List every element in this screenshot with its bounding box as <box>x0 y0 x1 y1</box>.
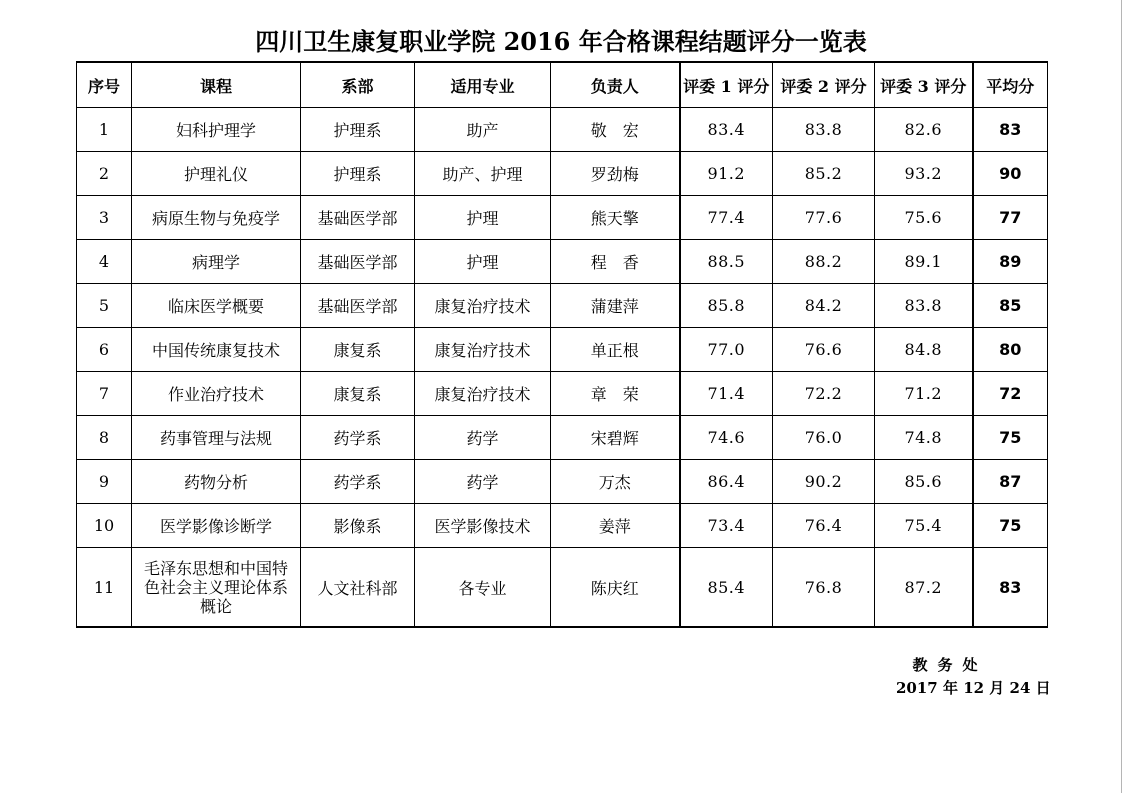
cell-j1: 91.2 <box>680 152 773 196</box>
cell-no: 7 <box>77 372 132 416</box>
cell-major: 护理 <box>415 240 551 284</box>
cell-j2: 76.0 <box>773 416 875 460</box>
cell-major: 康复治疗技术 <box>415 328 551 372</box>
cell-no: 9 <box>77 460 132 504</box>
cell-j3: 75.6 <box>875 196 973 240</box>
cell-j2: 76.4 <box>773 504 875 548</box>
cell-j1: 74.6 <box>680 416 773 460</box>
cell-j1: 77.0 <box>680 328 773 372</box>
cell-avg: 77 <box>973 196 1048 240</box>
cell-j1: 85.4 <box>680 548 773 628</box>
cell-dept: 基础医学部 <box>301 284 415 328</box>
cell-avg: 83 <box>973 548 1048 628</box>
cell-j3: 85.6 <box>875 460 973 504</box>
cell-dept: 影像系 <box>301 504 415 548</box>
cell-j3: 75.4 <box>875 504 973 548</box>
cell-j3: 93.2 <box>875 152 973 196</box>
cell-avg: 75 <box>973 504 1048 548</box>
table-row <box>77 108 1048 152</box>
header-cell: 平均分 <box>973 62 1048 108</box>
cell-owner: 蒲建萍 <box>551 284 680 328</box>
table-header-row <box>77 62 1048 108</box>
cell-avg: 80 <box>973 328 1048 372</box>
cell-dept: 基础医学部 <box>301 240 415 284</box>
cell-major: 药学 <box>415 416 551 460</box>
cell-course: 病理学 <box>132 240 301 284</box>
cell-avg: 90 <box>973 152 1048 196</box>
table-row <box>77 152 1048 196</box>
cell-j1: 85.8 <box>680 284 773 328</box>
table-row <box>77 196 1048 240</box>
header-cell: 评委 3 评分 <box>875 62 973 108</box>
table-row <box>77 548 1048 628</box>
cell-j3: 71.2 <box>875 372 973 416</box>
cell-course: 临床医学概要 <box>132 284 301 328</box>
cell-owner: 程 香 <box>551 240 680 284</box>
header-cell: 负责人 <box>551 62 680 108</box>
cell-owner: 宋碧辉 <box>551 416 680 460</box>
cell-course: 护理礼仪 <box>132 152 301 196</box>
cell-j3: 84.8 <box>875 328 973 372</box>
cell-major: 助产、护理 <box>415 152 551 196</box>
cell-dept: 护理系 <box>301 108 415 152</box>
cell-dept: 药学系 <box>301 416 415 460</box>
cell-course: 妇科护理学 <box>132 108 301 152</box>
cell-no: 2 <box>77 152 132 196</box>
cell-no: 5 <box>77 284 132 328</box>
cell-j2: 72.2 <box>773 372 875 416</box>
cell-j1: 73.4 <box>680 504 773 548</box>
cell-owner: 罗劲梅 <box>551 152 680 196</box>
cell-course: 医学影像诊断学 <box>132 504 301 548</box>
cell-major: 各专业 <box>415 548 551 628</box>
cell-course: 中国传统康复技术 <box>132 328 301 372</box>
cell-course: 作业治疗技术 <box>132 372 301 416</box>
cell-j3: 82.6 <box>875 108 973 152</box>
cell-course: 药事管理与法规 <box>132 416 301 460</box>
cell-dept: 人文社科部 <box>301 548 415 628</box>
issuing-office: 教务处 <box>912 656 988 674</box>
cell-avg: 85 <box>973 284 1048 328</box>
cell-j2: 76.6 <box>773 328 875 372</box>
cell-major: 医学影像技术 <box>415 504 551 548</box>
cell-avg: 83 <box>973 108 1048 152</box>
cell-owner: 单正根 <box>551 328 680 372</box>
cell-j2: 90.2 <box>773 460 875 504</box>
cell-dept: 康复系 <box>301 328 415 372</box>
header-cell: 课程 <box>132 62 301 108</box>
cell-owner: 陈庆红 <box>551 548 680 628</box>
cell-no: 10 <box>77 504 132 548</box>
cell-j2: 84.2 <box>773 284 875 328</box>
cell-no: 1 <box>77 108 132 152</box>
cell-j1: 86.4 <box>680 460 773 504</box>
cell-j2: 83.8 <box>773 108 875 152</box>
cell-owner: 万杰 <box>551 460 680 504</box>
cell-major: 药学 <box>415 460 551 504</box>
cell-course: 毛泽东思想和中国特色社会主义理论体系概论 <box>132 548 301 628</box>
cell-dept: 基础医学部 <box>301 196 415 240</box>
cell-j2: 88.2 <box>773 240 875 284</box>
cell-owner: 姜萍 <box>551 504 680 548</box>
header-cell: 评委 2 评分 <box>773 62 875 108</box>
table-row <box>77 328 1048 372</box>
cell-no: 6 <box>77 328 132 372</box>
cell-owner: 熊天擎 <box>551 196 680 240</box>
cell-j3: 87.2 <box>875 548 973 628</box>
cell-major: 康复治疗技术 <box>415 372 551 416</box>
cell-no: 11 <box>77 548 132 628</box>
cell-dept: 药学系 <box>301 460 415 504</box>
table-row <box>77 504 1048 548</box>
cell-course: 病原生物与免疫学 <box>132 196 301 240</box>
cell-owner: 敬 宏 <box>551 108 680 152</box>
header-cell: 系部 <box>301 62 415 108</box>
cell-j3: 89.1 <box>875 240 973 284</box>
cell-j1: 77.4 <box>680 196 773 240</box>
table-row <box>77 284 1048 328</box>
cell-dept: 护理系 <box>301 152 415 196</box>
cell-j1: 88.5 <box>680 240 773 284</box>
cell-owner: 章 荣 <box>551 372 680 416</box>
cell-no: 3 <box>77 196 132 240</box>
table-row <box>77 460 1048 504</box>
document-title: 四川卫生康复职业学院 2016 年合格课程结题评分一览表 <box>255 27 867 56</box>
table-row <box>77 372 1048 416</box>
cell-major: 康复治疗技术 <box>415 284 551 328</box>
cell-j3: 74.8 <box>875 416 973 460</box>
cell-dept: 康复系 <box>301 372 415 416</box>
cell-j1: 83.4 <box>680 108 773 152</box>
header-cell: 序号 <box>77 62 132 108</box>
cell-major: 护理 <box>415 196 551 240</box>
cell-avg: 72 <box>973 372 1048 416</box>
cell-course: 药物分析 <box>132 460 301 504</box>
cell-no: 4 <box>77 240 132 284</box>
cell-avg: 89 <box>973 240 1048 284</box>
table-row <box>77 240 1048 284</box>
cell-avg: 75 <box>973 416 1048 460</box>
cell-avg: 87 <box>973 460 1048 504</box>
score-table <box>76 61 1048 628</box>
cell-no: 8 <box>77 416 132 460</box>
cell-major: 助产 <box>415 108 551 152</box>
header-cell: 评委 1 评分 <box>680 62 773 108</box>
cell-j2: 76.8 <box>773 548 875 628</box>
cell-j2: 85.2 <box>773 152 875 196</box>
header-cell: 适用专业 <box>415 62 551 108</box>
cell-j1: 71.4 <box>680 372 773 416</box>
issue-date: 2017 年 12 月 24 日 <box>896 679 1051 697</box>
table-row <box>77 416 1048 460</box>
cell-j3: 83.8 <box>875 284 973 328</box>
cell-j2: 77.6 <box>773 196 875 240</box>
